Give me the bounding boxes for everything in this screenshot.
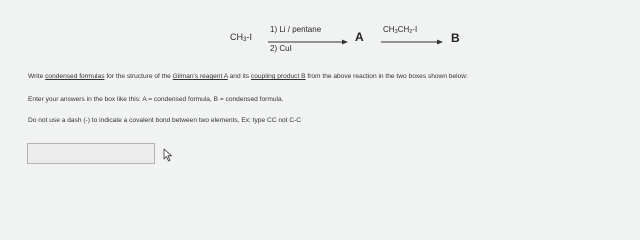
answer-input[interactable] xyxy=(27,143,155,164)
product-b-label: B xyxy=(451,31,460,45)
reaction-arrow-2 xyxy=(381,39,443,45)
instruction-line-3: Do not use a dash (-) to indicate a covalent bond between two elements, Ex: type CC not C-C xyxy=(28,117,302,124)
reactant-formula: $CH_3-I$ xyxy=(230,32,253,43)
product-a-label: A xyxy=(355,30,364,44)
mouse-pointer-icon xyxy=(163,148,173,162)
coupling-reagent-formula: $CH_3CH_2-I$ xyxy=(383,25,418,35)
step-1-condition: 1) Li / pentane xyxy=(270,25,322,34)
instruction-line-1: Write condensed formulas for the structure of the Gilman's reagent A and its coupling product B from the above reaction in the two boxes shown below: xyxy=(28,73,468,80)
step-2-condition: 2) CuI xyxy=(270,44,292,53)
instruction-line-2: Enter your answers in the box like this: A = condensed formula, B = condensed formula. xyxy=(28,96,284,103)
